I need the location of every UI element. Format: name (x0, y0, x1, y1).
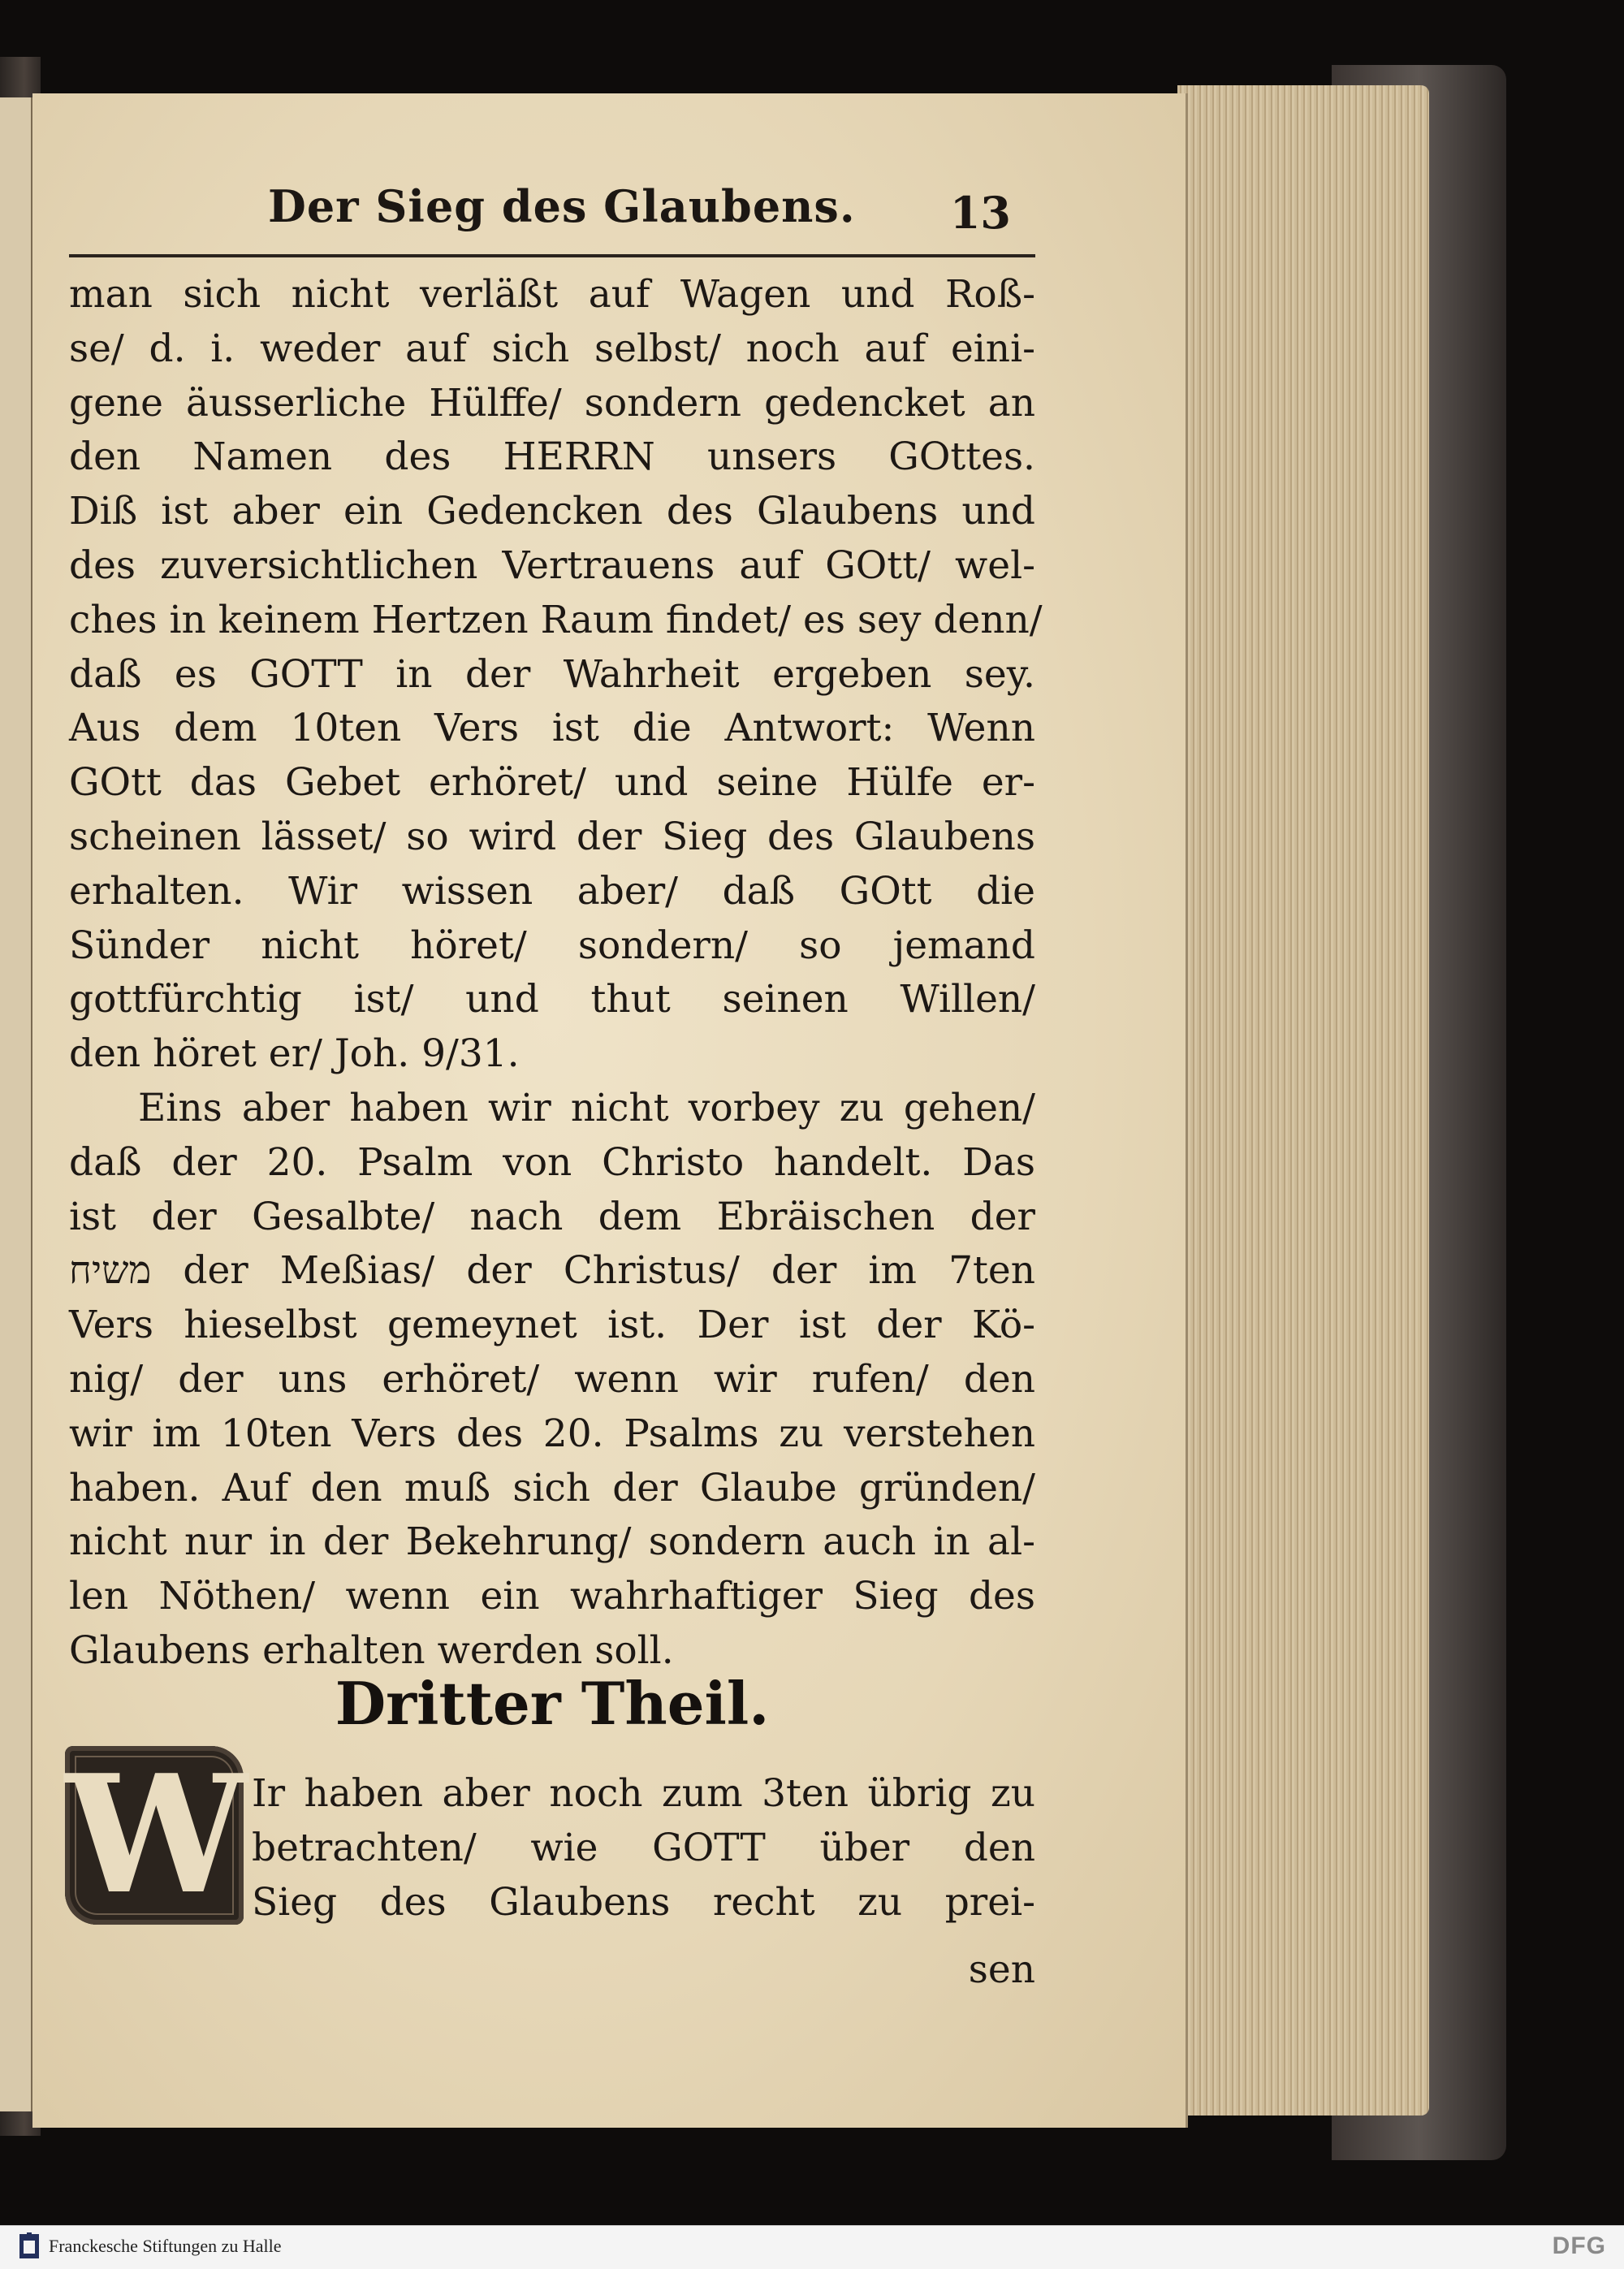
text-line: GOtt das Gebet erhöret/ und seine Hülfe er- (69, 760, 1035, 806)
footer-bar (0, 2225, 1624, 2269)
text-line: gene äusserliche Hülffe/ sondern gedencket an (69, 380, 1035, 426)
text-line: se/ d. i. weder auf sich selbst/ noch auf eini- (69, 326, 1035, 371)
text-line: משיח der Meßias/ der Christus/ der im 7ten (69, 1248, 1035, 1294)
text-line: Sieg des Glaubens recht zu prei- (252, 1880, 1035, 1925)
text-line: len Nöthen/ wenn ein wahrhaftiger Sieg des (69, 1574, 1035, 1619)
initial-letter: W (65, 1740, 248, 1930)
page-edges (1177, 85, 1429, 2116)
institution-logo-icon (15, 2231, 44, 2263)
text-line: daß der 20. Psalm von Christo handelt. Das (69, 1139, 1035, 1185)
text-line: Ir haben aber noch zum 3ten übrig zu (252, 1771, 1035, 1816)
text-line: Sünder nicht höret/ sondern/ so jemand (69, 923, 1035, 968)
header-rule (69, 254, 1035, 257)
text-line: haben. Auf den muß sich der Glaube gründen/ (69, 1465, 1035, 1511)
text-line: Aus dem 10ten Vers ist die Antwort: Wenn (69, 706, 1035, 751)
dfg-logo: DFG (1552, 2232, 1606, 2259)
text-line: wir im 10ten Vers des 20. Psalms zu verstehen (69, 1411, 1035, 1456)
running-title: Der Sieg des Glaubens. (268, 180, 856, 232)
text-line: den Namen des HERRN unsers GOttes. (69, 434, 1035, 480)
text-line: nig/ der uns erhöret/ wenn wir rufen/ den (69, 1356, 1035, 1402)
page-number: 13 (949, 187, 1011, 239)
text-line: Glaubens erhalten werden soll. (69, 1627, 674, 1673)
text-line: Diß ist aber ein Gedencken des Glaubens und (69, 489, 1035, 534)
text-line: daß es GOTT in der Wahrheit ergeben sey. (69, 651, 1035, 697)
text-line: man sich nicht verläßt auf Wagen und Roß- (69, 272, 1035, 317)
text-line: Eins aber haben wir nicht vorbey zu gehen/ (138, 1085, 1035, 1130)
text-line: ist der Gesalbte/ nach dem Ebräischen der (69, 1194, 1035, 1239)
section-paragraph (252, 1766, 1035, 1930)
text-line: ches in keinem Hertzen Raum findet/ es sey denn/ (69, 597, 1043, 642)
text-line: den höret er/ Joh. 9/31. (69, 1031, 520, 1077)
text-line: scheinen lässet/ so wird der Sieg des Glaubens (69, 814, 1035, 859)
text-line: nicht nur in der Bekehrung/ sondern auch in al- (69, 1519, 1035, 1565)
text-line: Vers hieselbst gemeynet ist. Der ist der Kö- (69, 1303, 1035, 1348)
previous-page-edge (0, 97, 32, 2111)
text-line: betrachten/ wie GOTT über den (252, 1826, 1035, 1870)
decorated-initial (65, 1740, 248, 1930)
body-text (69, 268, 1043, 1679)
section-heading: Dritter Theil. (335, 1669, 770, 1738)
text-line: erhalten. Wir wissen aber/ daß GOtt die (69, 868, 1035, 914)
catchword: sen (968, 1947, 1035, 1992)
text-line: des zuversichtlichen Vertrauens auf GOtt/ wel- (69, 542, 1035, 588)
institution-name: Franckesche Stiftungen zu Halle (49, 2236, 282, 2256)
page-header (227, 180, 1031, 245)
text-line: gottfürchtig ist/ und thut seinen Willen/ (69, 977, 1035, 1022)
